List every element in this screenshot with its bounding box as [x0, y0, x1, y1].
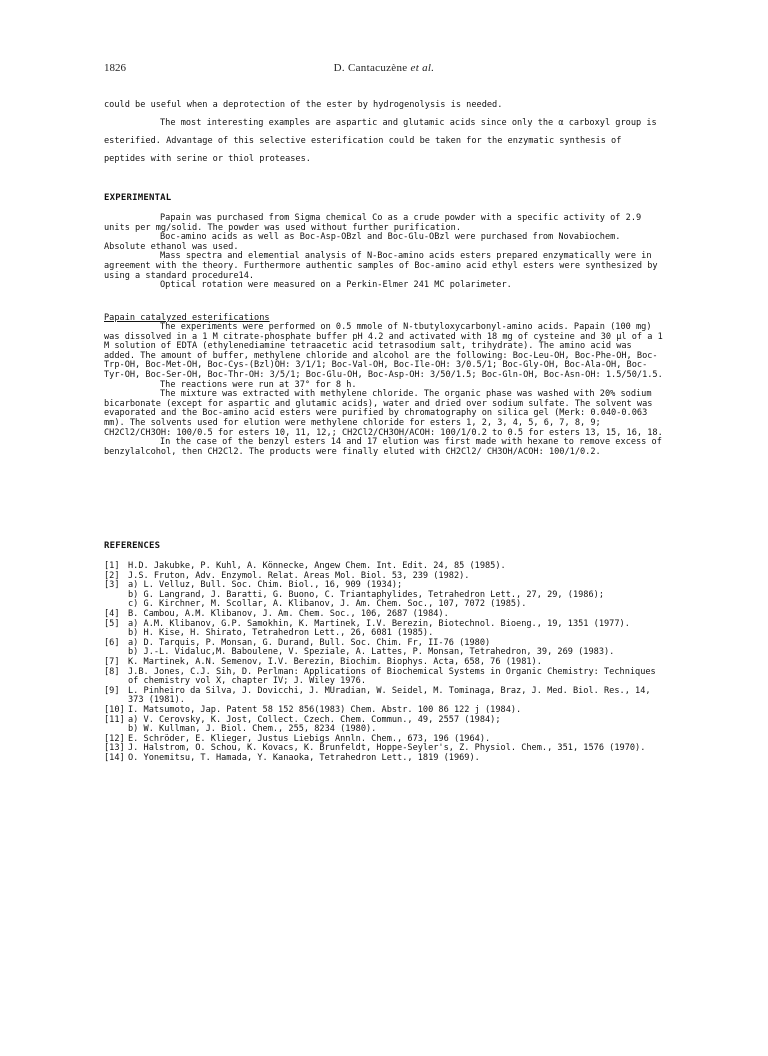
reference-number: [2]: [104, 570, 120, 581]
experimental-paragraph-1: Papain was purchased from Sigma chemical Co as a crude powder with a specific activity of 2.9 units per mg/solid. The powder was used without further purification.: [104, 213, 642, 233]
reference-item: [104, 687, 664, 706]
experimental-heading: EXPERIMENTAL: [104, 193, 172, 203]
reference-text: [128, 687, 664, 706]
reference-number: [3]: [104, 580, 120, 591]
reference-number: [7]: [104, 656, 120, 667]
reference-line: b) H. Kise, H. Shirato, Tetrahedron Lett., 26, 6081 (1985).: [128, 628, 434, 639]
reference-line: H.D. Jakubke, P. Kuhl, A. Könnecke, Angew Chem. Int. Edit. 24, 85 (1985).: [128, 561, 506, 571]
reference-item: [104, 668, 664, 687]
experimental-paragraph-3: Mass spectra and elemential analysis of N-Boc-amino acids esters prepared enzymatically were in agreement with the theory. Furthermore authentic samples of Boc-amino acid ethyl esters were synthesized by using a standard procedure14.: [104, 251, 658, 281]
intro-paragraph-1: could be useful when a deprotection of the ester by hydrogenolysis is needed.: [104, 100, 503, 110]
reference-number: [13]: [104, 743, 125, 754]
experimental-paragraph-2: Boc-amino acids as well as Boc-Asp-OBzl and Boc-Glu-OBzl were purchased from Novabiochem. Absolute ethanol was used.: [104, 232, 621, 252]
reference-number: [12]: [104, 733, 125, 744]
reference-line: B. Cambou, A.M. Klibanov, J. Am. Chem. Soc., 106, 2687 (1984).: [128, 608, 449, 619]
reference-line: O. Yonemitsu, T. Hamada, Y. Kanaoka, Tetrahedron Lett., 1819 (1969).: [128, 752, 480, 763]
reference-line: b) G. Langrand, J. Baratti, G. Buono, C. Triantaphylides, Tetrahedron Lett., 27, 29, (1986);: [128, 589, 604, 600]
reference-item: [104, 754, 664, 764]
reference-text: [128, 639, 664, 658]
reference-number: [9]: [104, 685, 120, 696]
reference-item: [104, 716, 664, 735]
reference-line: c) G. Kirchner, M. Scollar, A. Klibanov, J. Am. Chem. Soc., 107, 7072 (1985).: [128, 599, 527, 610]
reference-number: [4]: [104, 608, 120, 619]
reference-line: E. Schröder, E. Klieger, Justus Liebigs Annln. Chem., 673, 196 (1964).: [128, 733, 491, 744]
running-title: [104, 62, 664, 74]
running-header: [104, 62, 664, 78]
reference-line: a) L. Velluz, Bull. Soc. Chim. Biol., 16, 909 (1934);: [128, 580, 403, 591]
reference-line: I. Matsumoto, Jap. Patent 58 152 856(1983) Chem. Abstr. 100 86 122 j (1984).: [128, 704, 522, 715]
reference-line: b) J.-L. Vidaluc,M. Baboulene, V. Speziale, A. Lattes, P. Monsan, Tetrahedron, 39, 269 (1983).: [128, 647, 615, 658]
reference-text: [128, 716, 664, 735]
reference-line: K. Martinek, A.N. Semenov, I.V. Berezin, Biochim. Biophys. Acta, 658, 76 (1981).: [128, 656, 542, 667]
reference-line: J.S. Fruton, Adv. Enzymol. Relat. Areas Mol. Biol. 53, 239 (1982).: [128, 570, 470, 581]
page-number: 1826: [104, 62, 126, 74]
reference-number: [6]: [104, 637, 120, 648]
references-heading: REFERENCES: [104, 541, 161, 551]
intro-paragraph-2: The most interesting examples are aspartic and glutamic acids since only the α carboxyl group is esterified. Advantage of this selective esterification could be taken for the enzymatic synthesis of peptides with serine or thiol proteases.: [104, 118, 657, 164]
reference-number: [10]: [104, 704, 125, 715]
papain-paragraph-1: The experiments were performed on 0.5 mmole of N-tbutyloxycarbonyl-amino acids. Papain (100 mg) was dissolved in a 1 M citrate-phosphate buffer pH 4.2 and activated with 18 mg of cysteine and 30 µl of a 1 M solution of EDTA (ethylenediamine tetraacetic acid tetrasodium salt, trihydrate). The amino acid was added. The amount of buffer, methylene chloride and alcohol are the following: Boc-Leu-OH, Boc-Phe-OH, Boc-Trp-OH, Boc-Met-OH, Boc-Cys-(Bzl)OH: 3/1/1; Boc-Val-OH, Boc-Ile-OH: 3/0.5/1; Boc-Gly-OH, Boc-Ala-OH, Boc-Tyr-OH, Boc-Ser-OH, Boc-Thr-OH: 3/5/1; Boc-Glu-OH, Boc-Asp-OH: 3/50/1.5; Boc-Gln-OH, Boc-Asn-OH: 1.5/50/1.5.: [104, 322, 663, 380]
et-al: et al.: [410, 62, 435, 74]
intro-section: [104, 96, 664, 168]
reference-line: a) D. Tarquis, P. Monsan, G. Durand, Bull. Soc. Chim. Fr, II-76 (1980): [128, 637, 491, 648]
reference-item: [104, 639, 664, 658]
reference-text: [128, 668, 664, 687]
reference-item: [104, 620, 664, 639]
reference-number: [5]: [104, 618, 120, 629]
reference-line: J.B. Jones, C.J. Sih, D. Perlman: Applications of Biochemical Systems in Organic Chemistry: Techniques of chemistry vol X, chapter IV; J. Wiley 1976.: [128, 666, 656, 687]
papain-paragraph-3: The mixture was extracted with methylene chloride. The organic phase was washed with 20% sodium bicarbonate (except for aspartic and glutamic acids), water and dried over sodium sulfate. The solvent was evaporated and the Boc-amino acid esters were purified by chromatography on silica gel (Merk: 0.040-0.063 mm). The solvents used for elution were methylene chloride for esters 1, 2, 3, 4, 5, 6, 7, 8, 9; CH2Cl2/CH3OH: 100/0.5 for esters 10, 11, 12,; CH2Cl2/CH3OH/ACOH: 100/1/0.2 to 0.5 for esters 13, 15, 16, 18.: [104, 389, 663, 438]
reference-item: [104, 581, 664, 610]
experimental-paragraph-4: Optical rotation were measured on a Perkin-Elmer 241 MC polarimeter.: [160, 280, 512, 291]
author-names: D. Cantacuzène: [333, 62, 408, 74]
reference-text: [128, 620, 664, 639]
reference-number: [11]: [104, 714, 125, 725]
papain-paragraph-4: In the case of the benzyl esters 14 and 17 elution was first made with hexane to remove excess of benzylalcohol, then CH2Cl2. The products were finally eluted with CH2Cl2/ CH3OH/ACOH: 100/1/0.2.: [104, 437, 662, 457]
references-list: [104, 562, 664, 763]
reference-number: [1]: [104, 561, 120, 571]
reference-text: [128, 754, 664, 764]
papain-paragraph-2: The reactions were run at 37° for 8 h.: [160, 379, 357, 390]
reference-line: a) V. Cerovsky, K. Jost, Collect. Czech. Chem. Commun., 49, 2557 (1984);: [128, 714, 501, 725]
reference-line: J. Halstrom, O. Schou, K. Kovacs, K. Brunfeldt, Hoppe-Seyler's, Z. Physiol. Chem., 351, 1576 (1970).: [128, 743, 646, 754]
reference-line: a) A.M. Klibanov, G.P. Samokhin, K. Martinek, I.V. Berezin, Biotechnol. Bioeng., 19, 1351 (1977).: [128, 618, 630, 629]
papain-section: [104, 323, 664, 457]
reference-text: [128, 581, 664, 610]
experimental-section: [104, 214, 664, 291]
reference-number: [8]: [104, 666, 120, 677]
reference-line: L. Pinheiro da Silva, J. Dovicchi, J. MUradian, W. Seidel, M. Tominaga, Braz, J. Med. Biol. Res., 14, 373 (1981).: [128, 685, 651, 706]
papain-heading: Papain catalyzed esterifications: [104, 313, 270, 323]
reference-number: [14]: [104, 752, 125, 763]
reference-line: b) W. Kullman, J. Biol. Chem., 255, 8234 (1980).: [128, 724, 377, 735]
